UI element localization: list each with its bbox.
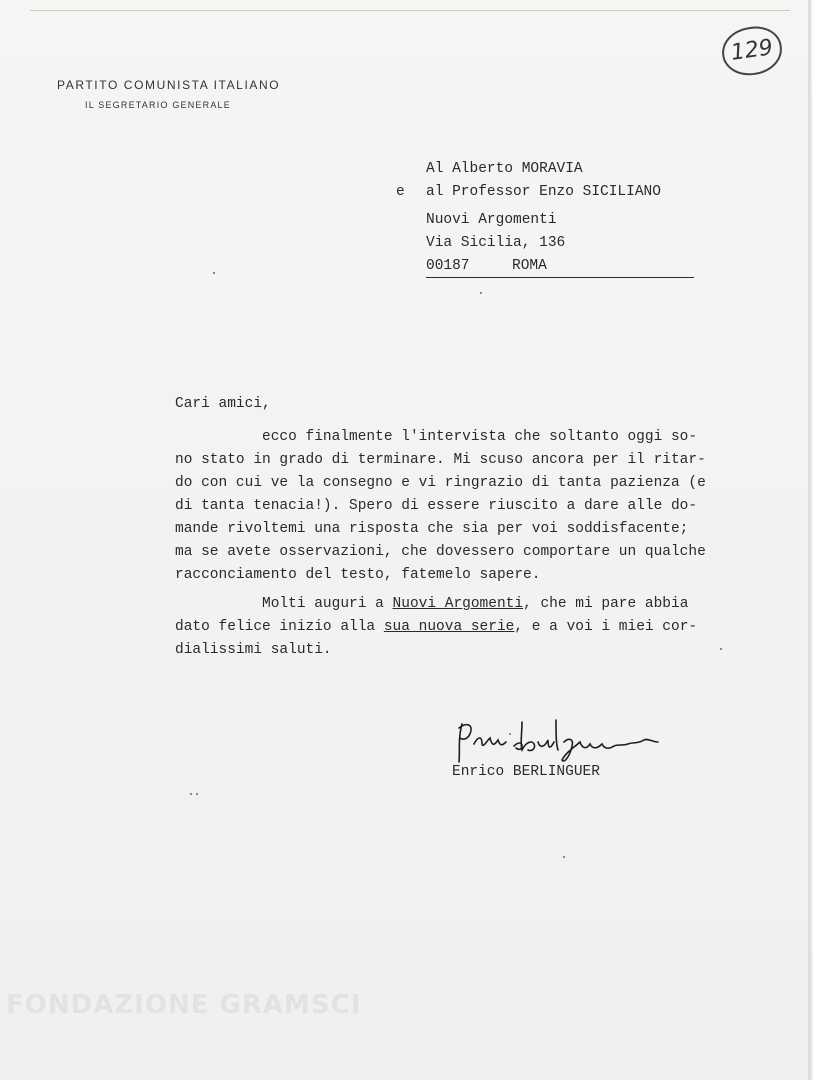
recipient-line-2: al Professor Enzo SICILIANO (426, 184, 661, 200)
underlined-phrase: sua nuova serie (383, 619, 515, 635)
body-text-segment: Molti auguri a (175, 596, 393, 612)
archive-watermark: FONDAZIONE GRAMSCI (6, 990, 362, 1020)
paper-speck (720, 648, 722, 650)
paper-speck (190, 793, 192, 795)
body-line (175, 616, 706, 639)
body-text-segment: , e a voi i miei cor- (514, 619, 698, 635)
body-text-segment: , che mi pare abbia (523, 596, 689, 612)
body-line: no stato in grado di terminare. Mi scuso ancora per il ritar- (175, 452, 706, 468)
recipient-line-1: Al Alberto MORAVIA (426, 161, 583, 177)
body-line: ma se avete osservazioni, che dovessero comportare un qualche (175, 544, 706, 560)
letter-body (175, 426, 706, 662)
handwritten-signature (452, 712, 682, 768)
recipient-address (396, 158, 694, 278)
body-line: di tanta tenacia!). Spero di essere riuscito a dare alle do- (175, 498, 698, 514)
recipient-city: ROMA (512, 258, 547, 274)
paper-speck (196, 793, 198, 795)
publication-title: Nuovi Argomenti (392, 596, 524, 612)
body-line: mande rivoltemi una risposta che sia per voi soddisfacente; (175, 521, 689, 537)
recipient-publication: Nuovi Argomenti (426, 212, 557, 228)
paper-speck (563, 856, 565, 858)
recipient-line-2-prefix: e (396, 184, 405, 200)
letterhead-role: IL SEGRETARIO GENERALE (85, 100, 231, 110)
greeting: Cari amici, (175, 396, 271, 412)
recipient-postcode: 00187 (426, 258, 470, 274)
page-right-edge (808, 0, 811, 1080)
letterhead-organization: PARTITO COMUNISTA ITALIANO (57, 78, 281, 92)
recipient-city-line (426, 255, 694, 278)
letterhead (57, 78, 280, 110)
page-top-edge (30, 10, 790, 11)
paper-speck (213, 272, 215, 274)
signer-name: Enrico BERLINGUER (452, 764, 600, 780)
recipient-street: Via Sicilia, 136 (426, 235, 566, 251)
body-text-segment: dato felice inizio alla (175, 619, 384, 635)
paper-speck (480, 292, 482, 294)
archive-number-stamp: 129 (719, 23, 785, 79)
body-line: do con cui ve la consegno e vi ringrazio di tanta pazienza (e (175, 475, 706, 491)
body-line (175, 593, 706, 616)
body-line: ecco finalmente l'intervista che soltanto oggi so- (175, 429, 698, 445)
body-line: dialissimi saluti. (175, 642, 332, 658)
body-line: racconciamento del testo, fatemelo sapere. (175, 567, 541, 583)
